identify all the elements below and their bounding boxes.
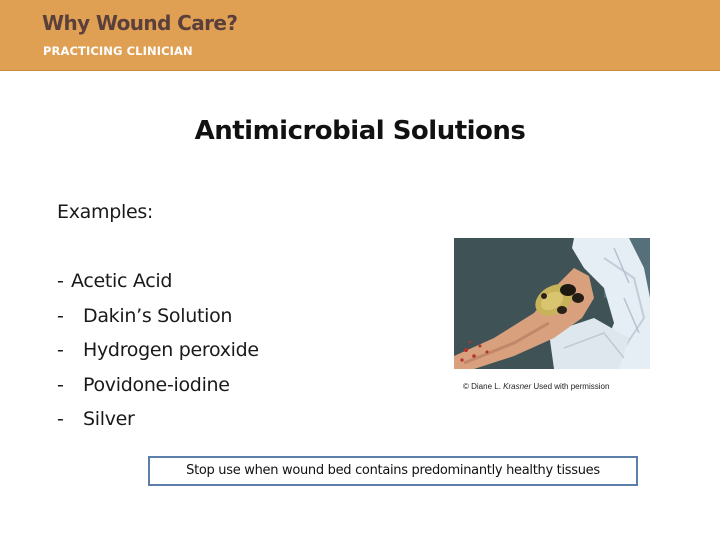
list-item — [57, 404, 259, 439]
list-dash: - — [57, 304, 64, 327]
list-dash: - — [57, 339, 64, 361]
brand-subtitle: PRACTICING CLINICIAN — [43, 44, 193, 58]
brand-title: Why Wound Care? — [42, 11, 238, 35]
photo-credit-suffix: Used with permission — [531, 382, 610, 391]
list-item — [57, 266, 259, 301]
photo-credit-name: Krasner — [503, 382, 532, 391]
list-item — [57, 335, 259, 370]
list-dash: - — [57, 408, 64, 430]
list-dash: - — [57, 373, 64, 396]
list-dash: - — [57, 270, 64, 292]
list-item-text: Acetic Acid — [71, 270, 173, 292]
list-item-text: Silver — [83, 408, 135, 430]
photo-credit-prefix: © Diane L. — [463, 382, 504, 391]
photo-credit — [463, 382, 609, 391]
callout-box: Stop use when wound bed contains predominantly healthy tissues — [148, 456, 638, 486]
list-item — [57, 370, 259, 405]
examples-list — [57, 266, 259, 439]
list-item-text: Povidone-iodine — [83, 373, 230, 396]
list-item-text: Dakin’s Solution — [83, 304, 233, 327]
wound-photo — [454, 238, 650, 369]
header-banner — [0, 0, 720, 71]
list-item-text: Hydrogen peroxide — [83, 339, 259, 361]
slide-title: Antimicrobial Solutions — [194, 116, 526, 146]
list-item — [57, 301, 259, 336]
examples-label: Examples: — [57, 201, 154, 223]
